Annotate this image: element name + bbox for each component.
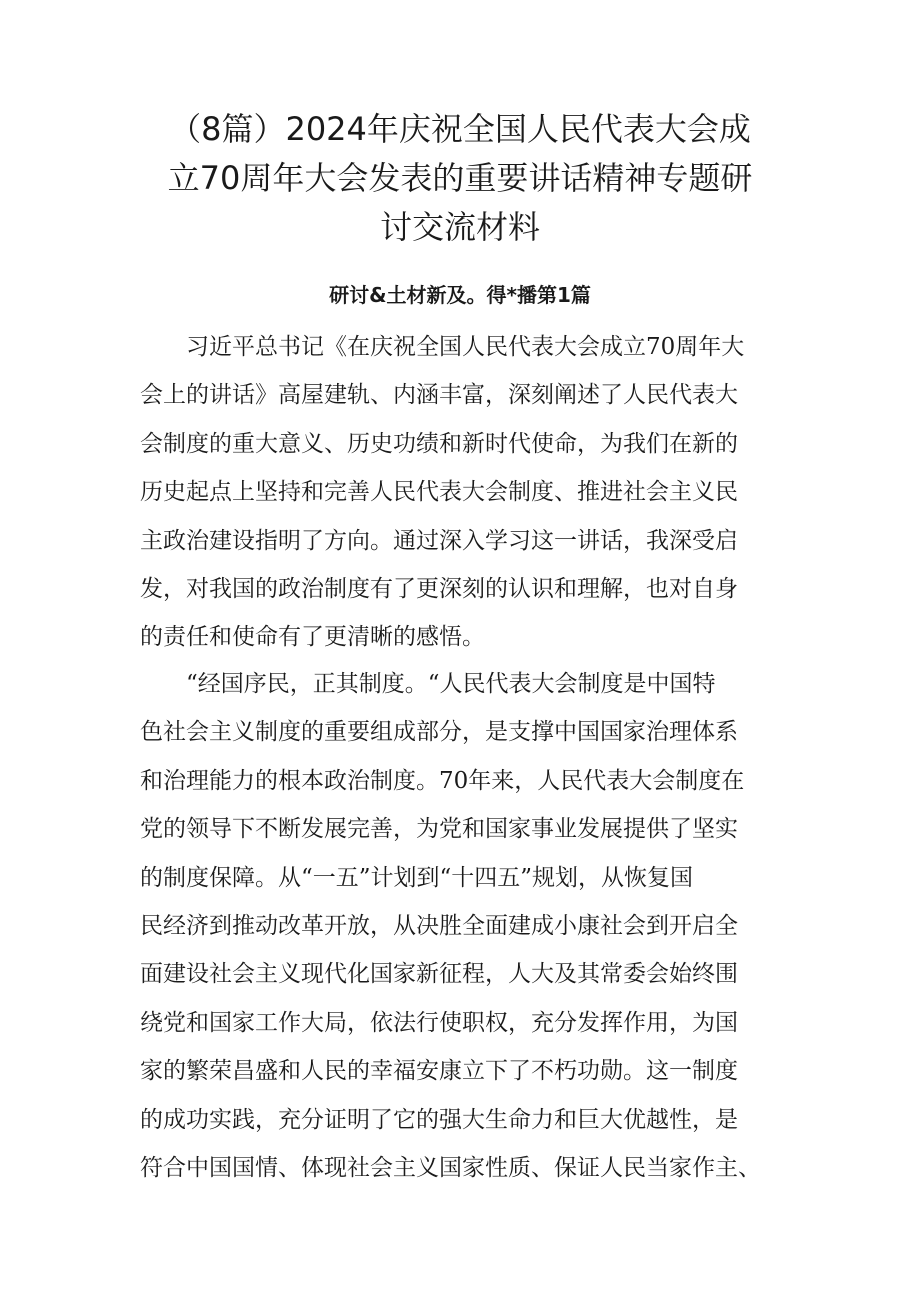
text-line: 符合中国国情、体现社会主义国家性质、保证人民当家作主、 — [140, 1155, 761, 1182]
text-line: 色社会主义制度的重要组成部分，是支撑中国国家治理体系 — [140, 719, 738, 746]
text-line: 面建设社会主义现代化国家新征程，人大及其常委会始终围 — [140, 961, 738, 988]
text-line: 主政治建设指明了方向。通过深入学习这一讲话，我深受启 — [140, 527, 738, 554]
text-line: 习近平总书记《在庆祝全国人民代表大会成立70周年大 — [186, 334, 745, 360]
text-line: 的制度保障。从“一五”计划到“十四五”规划，从恢复国 — [140, 864, 694, 891]
text-line: 民经济到推动改革开放，从决胜全面建成小康社会到开启全 — [140, 913, 738, 940]
title-line: 讨交流材料 — [379, 208, 540, 246]
text-line: 的责任和使命有了更清晰的感悟。 — [140, 624, 485, 651]
text-line: 会上的讲话》高屋建轨、内涵丰富，深刻阐述了人民代表大 — [140, 382, 738, 409]
text-line: 历史起点上坚持和完善人民代表大会制度、推进社会主义民 — [140, 479, 738, 506]
text-line: 会制度的重大意义、历史功绩和新时代使命，为我们在新的 — [140, 430, 738, 457]
text-line: 发，对我国的政治制度有了更深刻的认识和理解，也对自身 — [140, 576, 738, 603]
text-line: “经国序民，正其制度。“人民代表大会制度是中国特 — [186, 671, 716, 697]
document-title — [120, 105, 800, 252]
text-line: 和治理能力的根本政治制度。70年来，人民代表大会制度在 — [140, 767, 745, 794]
text-line: 党的领导下不断发展完善，为党和国家事业发展提供了坚实 — [140, 816, 738, 843]
text-line: 家的繁荣昌盛和人民的幸福安康立下了不朽功勋。这一制度 — [140, 1058, 738, 1085]
paragraph-2 — [140, 660, 785, 1192]
text-line: 的成功实践，充分证明了它的强大生命力和巨大优越性，是 — [140, 1106, 738, 1133]
title-line: （8篇）2024年庆祝全国人民代表大会成 — [169, 110, 751, 148]
paragraph-1 — [140, 323, 785, 662]
title-line: 立70周年大会发表的重要讲话精神专题研 — [167, 159, 753, 197]
text-line: 绕党和国家工作大局，依法行使职权，充分发挥作用，为国 — [140, 1009, 738, 1036]
section-subtitle: 研讨&土材新及。得*播第1篇 — [329, 283, 591, 307]
